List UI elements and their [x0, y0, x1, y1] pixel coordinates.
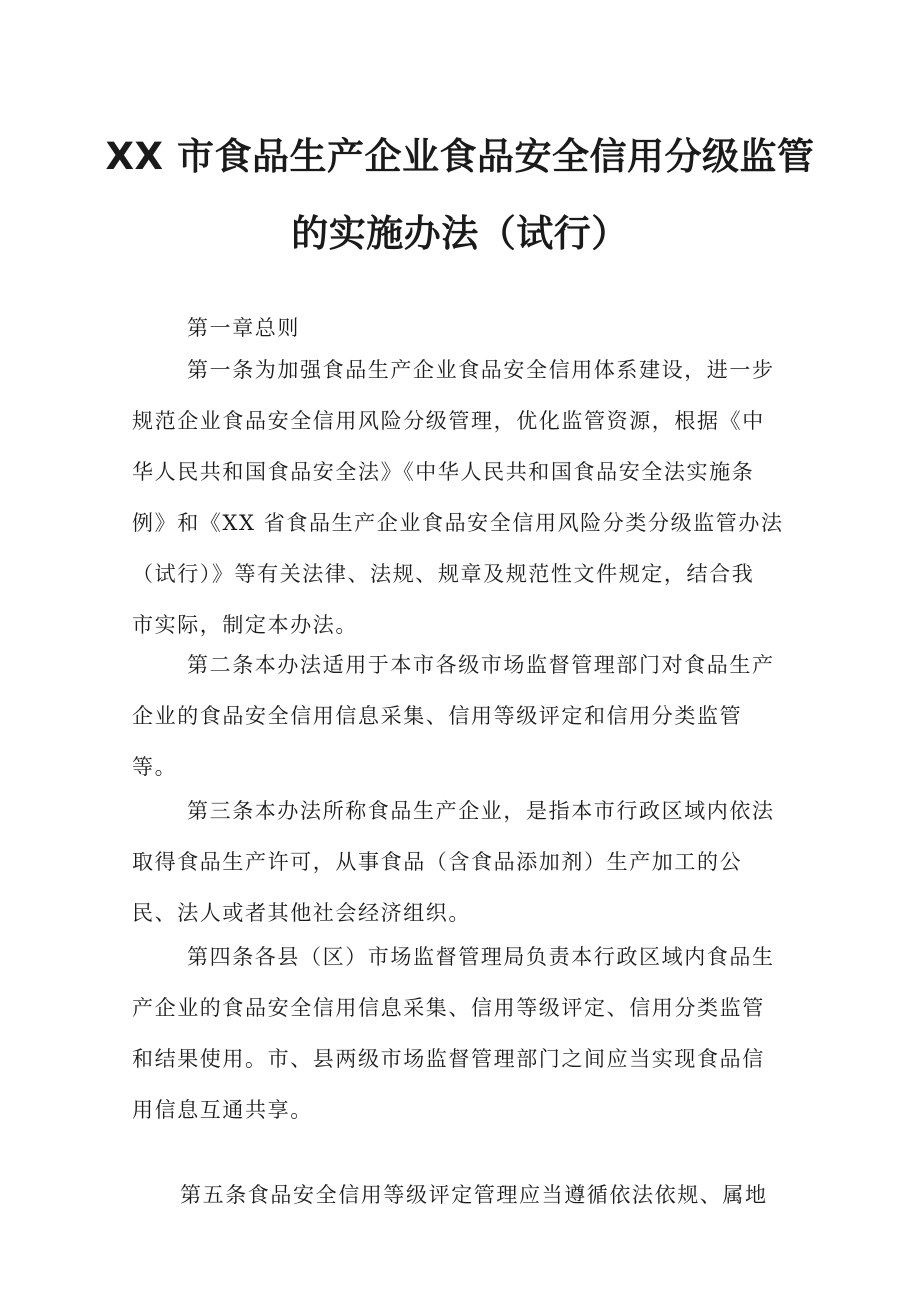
article-2-line-1: 第二条本办法适用于本市各级市场监督管理部门对食品生产	[187, 653, 775, 677]
article-1-line-1: 第一条为加强食品生产企业食品安全信用体系建设，进一步	[187, 358, 775, 382]
article-3-line-1: 第三条本办法所称食品生产企业，是指本市行政区域内依法	[187, 799, 775, 823]
article-4-line-4: 用信息互通共享。	[132, 1098, 313, 1122]
article-1-line-5: （试行）》等有关法律、法规、规章及规范性文件规定，结合我	[132, 562, 755, 586]
article-1-line-4: 例》和《XX 省食品生产企业食品安全信用风险分类分级监管办法	[132, 511, 784, 535]
article-1-line-2: 规范企业食品安全信用风险分级管理，优化监管资源，根据《中	[132, 409, 765, 433]
article-5-line-1: 第五条食品安全信用等级评定管理应当遵循依法依规、属地	[180, 1183, 768, 1207]
article-1-line-3: 华人民共和国食品安全法》《中华人民共和国食品安全法实施条	[132, 460, 755, 484]
article-4-line-1: 第四条各县（区）市场监督管理局负责本行政区域内食品生	[187, 945, 775, 969]
article-4-line-3: 和结果使用。市、县两级市场监督管理部门之间应当实现食品信	[132, 1047, 765, 1071]
article-3-line-2: 取得食品生产许可，从事食品（含食品添加剂）生产加工的公	[132, 850, 743, 874]
article-2-line-3: 等。	[132, 755, 178, 779]
document-title-line-2: 的实施办法（试行）	[291, 212, 629, 255]
article-3-line-3: 民、法人或者其他社会经济组织。	[132, 901, 471, 925]
article-2-line-2: 企业的食品安全信用信息采集、信用等级评定和信用分类监管	[132, 704, 743, 728]
document-title-line-1: XX 市食品生产企业食品安全信用分级监管	[105, 135, 815, 178]
article-1-line-6: 市实际，制定本办法。	[132, 613, 358, 637]
chapter-heading: 第一章总则	[187, 316, 300, 340]
article-4-line-2: 产企业的食品安全信用信息采集、信用等级评定、信用分类监管	[132, 996, 765, 1020]
